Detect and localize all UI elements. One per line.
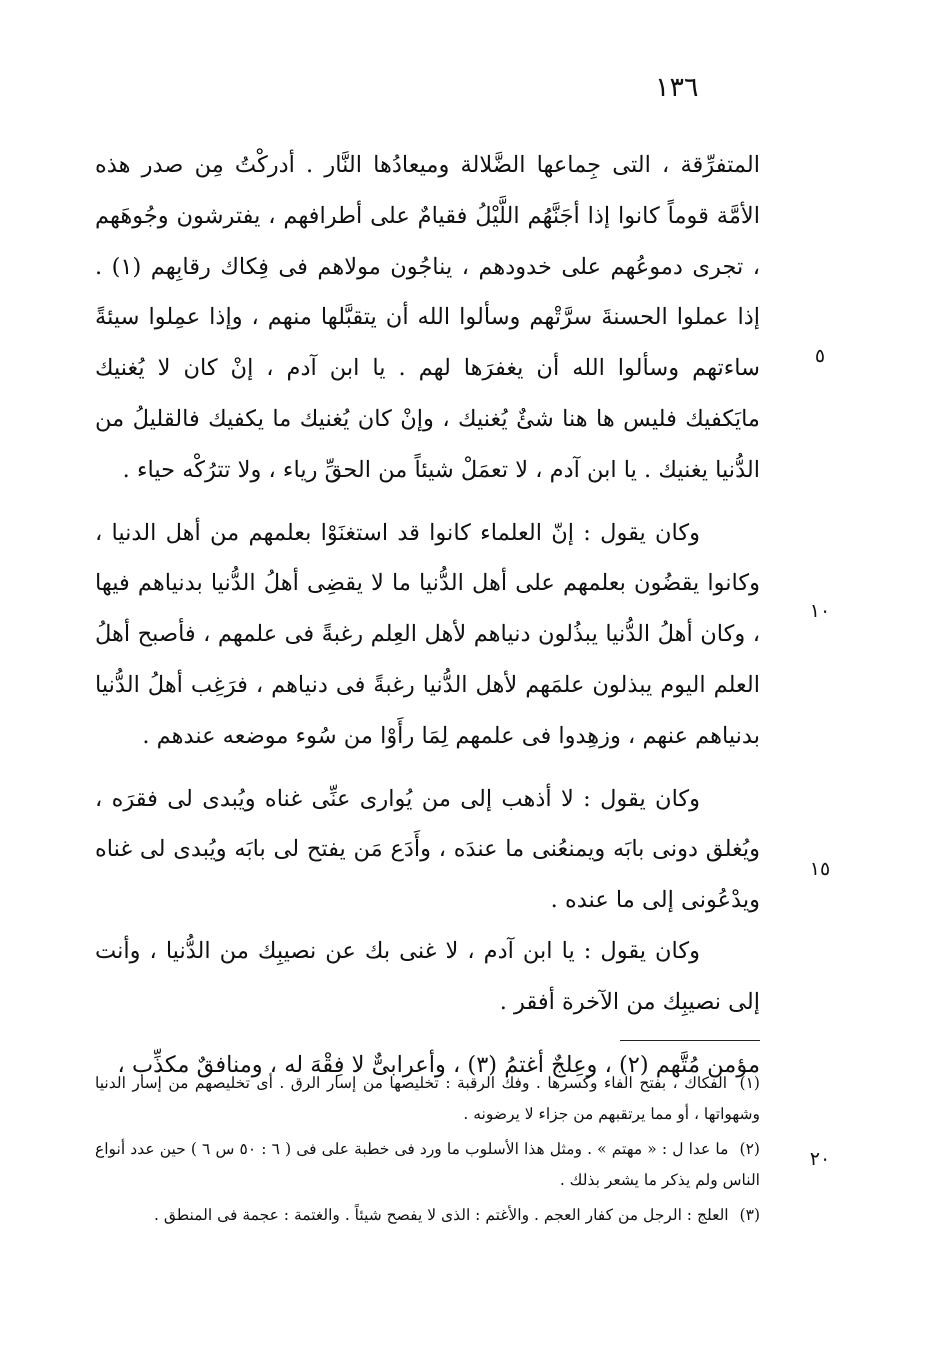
page-number: ١٣٦ [655, 72, 699, 103]
line-number-5: ٥ [814, 345, 826, 367]
paragraph-4: وكان يقول : يا ابن آدم ، لا غنى بك عن نصيبِك من الدُّنيا ، وأنت إلى نصيبِك من الآخرة أفقر . [95, 937, 760, 1015]
footnote-3 [95, 1200, 760, 1231]
footnote-text: ما عدا ل : « مهتم » . ومثل هذا الأسلوب ما ورد فى خطبة على فى ( ٦ : ٥٠ س ٦ ) حين عدد أنواع الناس ولم يذكر ما يشعر بذلك . [95, 1140, 760, 1189]
paragraph-3: وكان يقول : لا أذهب إلى من يُوارى عنِّى غناه ويُبدى لى فقرَه ، ويُغلق دونى بابَه ويمنعُنى ما عندَه ، وأَدَع مَن يفتح لى بابَه ويُبدى لى غناه ويدْعُونى إلى ما عنده . [95, 785, 760, 914]
paragraph-1: المتفرِّقة ، التى جِماعها الضَّلالة وميعادُها النَّار . أدركْتُ مِن صدر هذه الأمَّة قوماً كانوا إذا أجَنَّهُم اللَّيْلُ فقيامٌ على أطرافهم ، يفترشون وجُوهَهم ، تجرى دموعُهم على خدودهم ، يناجُون مولاهم فى فِكاك رقابِهم (١) . إذا عملوا الحسنةَ سرَّتْهم وسألوا الله أن يتقبَّلها منهم ، وإذا عمِلوا سيئةً ساءتهم وسألوا الله أن يغفرَها لهم . يا ابن آدم ، إنْ كان لا يُغنيك مايَكفيك فليس ها هنا شئٌ يُغنيك ، وإنْ كان يُغنيك ما يكفيك فالقليلُ من الدُّنيا يغنيك . يا ابن آدم ، لا تعمَلْ شيئاً من الحقِّ رياء ، ولا تترُكْه حياء . [95, 152, 760, 483]
paragraph-5: مؤمن مُتَّهم (٢) ، وعِلجٌ أغتمُ (٣) ، وأعرابىٌّ لا فِقْهَ له ، ومنافقٌ مكذِّب ، [117, 1051, 760, 1078]
footnote-marker: (١) [739, 1074, 760, 1092]
footnotes [95, 1068, 760, 1235]
line-number-15: ١٥ [809, 858, 831, 880]
footnote-marker: (٣) [739, 1206, 760, 1224]
footnote-1 [95, 1068, 760, 1130]
body-text [95, 140, 760, 1090]
paragraph-2: وكان يقول : إنّ العلماء كانوا قد استغنَوْا بعلمهم من أهل الدنيا ، وكانوا يقضُون بعلمهم على أهل الدُّنيا ما لا يقضِى أهلُ الدُّنيا بدنياهم فيها ، وكان أهلُ الدُّنيا يبذُلون دنياهم لأهل العِلم رغبةً فى علمهم ، فأصبح أهلُ العلم اليوم يبذلون علمَهم لأهل الدُّنيا رغبةً فى دنياهم ، فرَغِب أهلُ الدُّنيا بدنياهم عنهم ، وزهِدوا فى علمهم لِمَا رأَوْا من سُوء موضعه عندهم . [95, 519, 760, 749]
footnote-text: الفكاك ، بفتح الفاء وكسرها . وفك الرقبة : تخليصها من إسار الرق . أى تخليصهم من إسار الدنيا وشهواتها ، أو مما يرتقبهم من جزاء لا يرضونه . [95, 1074, 760, 1123]
footnote-marker: (٢) [739, 1140, 760, 1158]
line-number-20: ٢٠ [809, 1148, 831, 1170]
footnote-text: العلج : الرجل من كفار العجم . والأغتم : الذى لا يفصح شيئاً . والغتمة : عجمة فى المنطق . [154, 1206, 729, 1224]
line-number-10: ١٠ [809, 600, 831, 622]
footnote-2 [95, 1134, 760, 1196]
footnote-separator [620, 1040, 760, 1041]
